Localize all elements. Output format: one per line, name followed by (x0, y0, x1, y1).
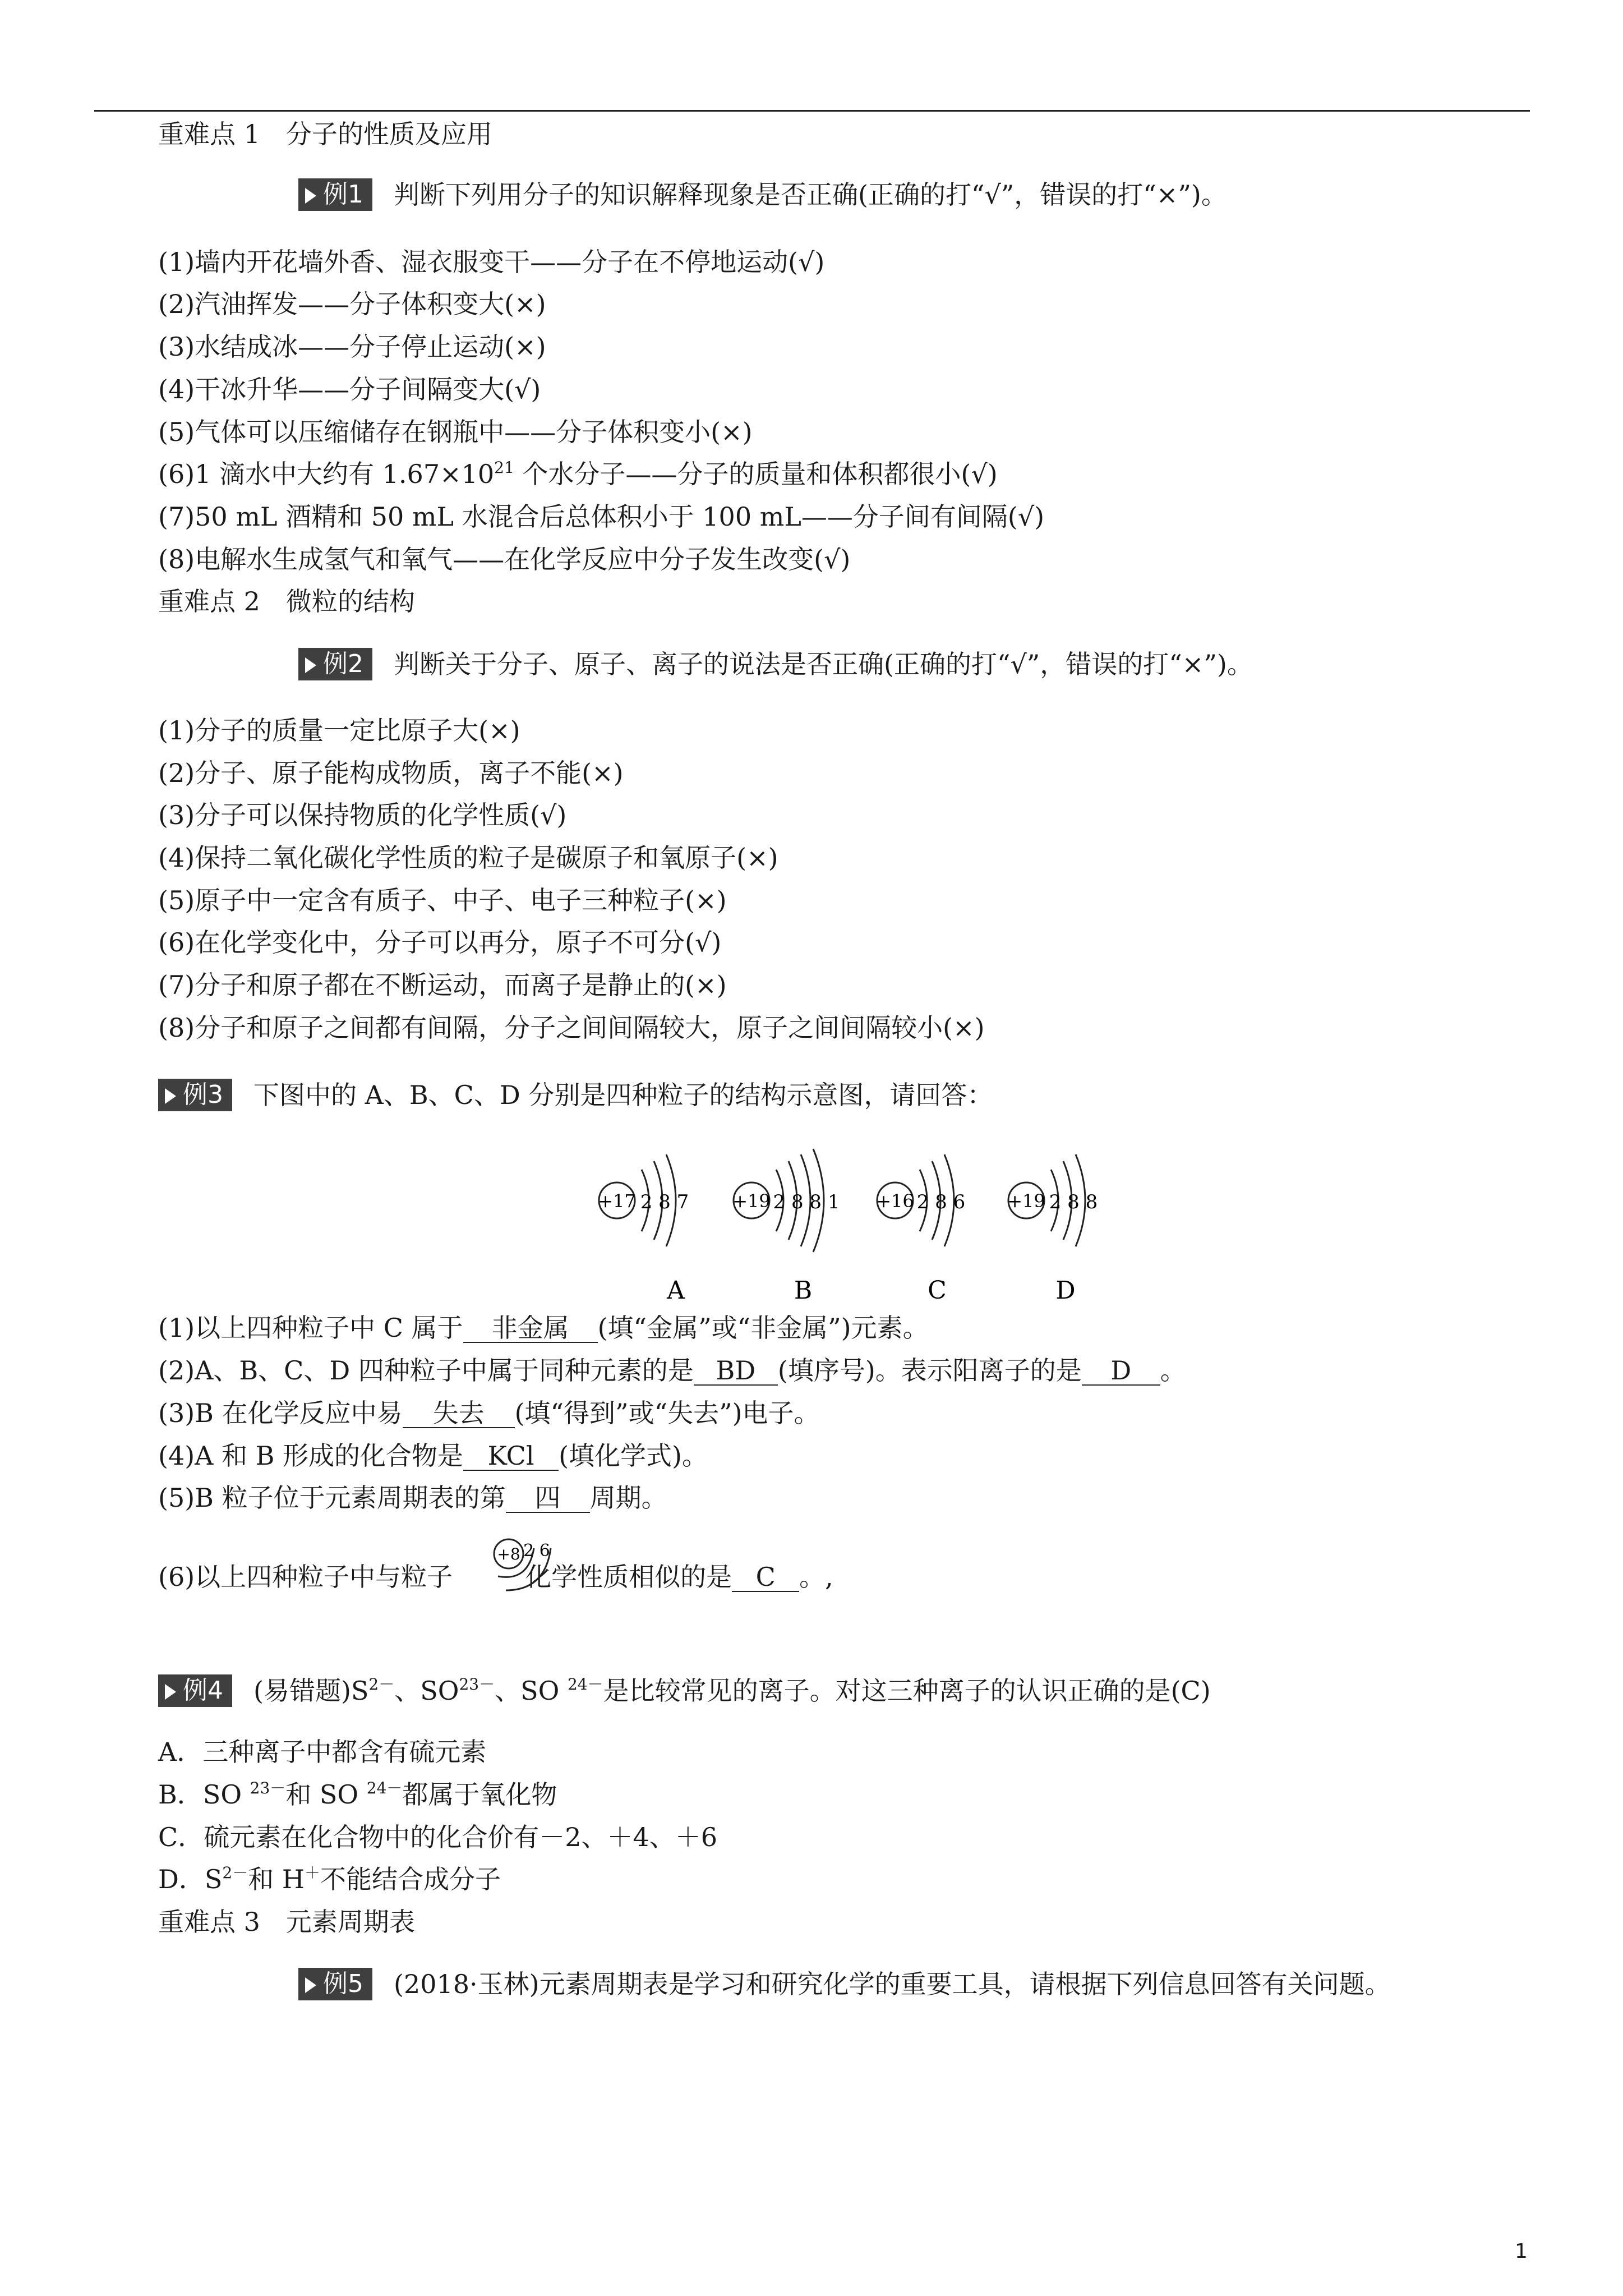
play-triangle-icon (305, 657, 316, 673)
list-item: (2)汽油挥发——分子体积变大(×) (158, 289, 546, 319)
play-triangle-icon (165, 1088, 176, 1104)
option-b: B．SO $^{23-}$和 SO $^{24-}$都属于氧化物 (158, 1779, 557, 1810)
shell-electrons: 2 8 8 1 (773, 1191, 840, 1213)
question-6: (6)以上四种粒子中与粒子 化学性质相似的是 C 。, (158, 1562, 833, 1592)
list-item: (8)分子和原子之间都有间隔，分子之间间隔较大，原子之间间隔较小(×) (158, 1013, 985, 1043)
diagram-a (598, 1154, 689, 1301)
list-item: (5)气体可以压缩储存在钢瓶中——分子体积变小(×) (158, 417, 753, 447)
answer-blank: C (732, 1563, 799, 1592)
answer-blank: BD (694, 1356, 778, 1386)
diagram-c (876, 1154, 965, 1301)
answer-blank: D (1082, 1356, 1160, 1386)
nucleus-label: +16 (876, 1190, 914, 1212)
diagram-label: A (667, 1276, 685, 1301)
list-item: (4)干冰升华——分子间隔变大(√) (158, 374, 541, 404)
atom-structure-diagrams (583, 1133, 1122, 1301)
answer-blank: 失去 (403, 1399, 515, 1428)
diagram-d (1007, 1154, 1098, 1301)
list-item: (1)墙内开花墙外香、湿衣服变干——分子在不停地运动(√) (158, 247, 825, 277)
question-4: (4)A 和 B 形成的化合物是 KCl (填化学式)。 (158, 1441, 708, 1471)
list-item: (3)水结成冰——分子停止运动(×) (158, 332, 546, 362)
option-a: A．三种离子中都含有硫元素 (158, 1737, 487, 1767)
nucleus-label: +8 (497, 1545, 520, 1563)
shell-electrons: 2 8 6 (916, 1191, 966, 1213)
list-item: (6)在化学变化中，分子可以再分，原子不可分(√) (158, 927, 722, 958)
example-2-stem: 例2 判断关于分子、原子、离子的说法是否正确(正确的打“√”，错误的打“×”)。 (298, 648, 1253, 683)
diagram-label: D (1055, 1276, 1076, 1301)
example-1-stem: 例1 判断下列用分子的知识解释现象是否正确(正确的打“√”，错误的打“×”)。 (298, 178, 1227, 213)
list-item: (3)分子可以保持物质的化学性质(√) (158, 800, 567, 830)
list-item: (8)电解水生成氢气和氧气——在化学反应中分子发生改变(√) (158, 544, 851, 574)
play-triangle-icon (305, 1977, 316, 1993)
answer-blank: 四 (506, 1484, 590, 1513)
section-heading: 重难点 1 分子的性质及应用 (158, 119, 492, 149)
list-item: (5)原子中一定含有质子、中子、电子三种粒子(×) (158, 885, 727, 915)
shell-electrons: 2 8 8 (1049, 1191, 1098, 1213)
example-5-stem: 例5 (2018·玉林)元素周期表是学习和研究化学的重要工具，请根据下列信息回答有关问题。 (298, 1968, 1391, 2003)
diagram-label: B (794, 1276, 813, 1301)
answer-blank: KCl (463, 1442, 559, 1471)
list-item: (2)分子、原子能构成物质，离子不能(×) (158, 758, 624, 788)
option-d: D．$S^{2-}$和 H＋不能结合成分子 (158, 1864, 501, 1894)
question-1: (1)以上四种粒子中 C 属于 非金属 (填“金属”或“非金属”)元素。 (158, 1313, 929, 1343)
example-3-stem: 例3 下图中的 A、B、C、D 分别是四种粒子的结构示意图，请回答： (158, 1079, 993, 1114)
nucleus-label: +19 (1007, 1190, 1045, 1212)
play-triangle-icon (165, 1684, 176, 1700)
example-badge: 例1 (298, 178, 372, 211)
example-badge: 例4 (158, 1674, 232, 1707)
nucleus-label: +17 (598, 1190, 636, 1212)
question-2: (2)A、B、C、D 四种粒子中属于同种元素的是 BD (填序号)。表示阳离子的是 D 。 (158, 1355, 1186, 1386)
shell-electrons: 2 6 (523, 1541, 550, 1561)
shell-electrons: 2 8 7 (640, 1191, 689, 1213)
list-item: (6)1 滴水中大约有 $1.67\times 10^{21}$ 个水分子——分子的质量和体积都很小(√) (158, 458, 998, 489)
option-c: C．硫元素在化合物中的化合价有－2、＋4、＋6 (158, 1822, 717, 1852)
example-badge: 例3 (158, 1079, 232, 1111)
list-item: (7)分子和原子都在不断运动，而离子是静止的(×) (158, 970, 727, 1000)
example-badge: 例5 (298, 1968, 372, 2000)
question-3: (3)B 在化学反应中易 失去 (填“得到”或“失去”)电子。 (158, 1398, 820, 1428)
diagram-label: C (928, 1276, 947, 1301)
list-item: (1)分子的质量一定比原子大(×) (158, 715, 520, 746)
example-4-stem: 例4 (易错题)$S^{2-}$、$SO^{23-}$、SO $^{24-}$是比较常见的离子。对这三种离子的认识正确的是(C) (158, 1674, 1211, 1709)
nucleus-label: +19 (732, 1190, 771, 1212)
answer-blank: 非金属 (463, 1314, 598, 1343)
section-heading: 重难点 2 微粒的结构 (158, 586, 415, 616)
diagram-b (732, 1149, 840, 1301)
question-5: (5)B 粒子位于元素周期表的第 四 周期。 (158, 1483, 667, 1513)
list-item: (4)保持二氧化碳化学性质的粒子是碳原子和氧原子(×) (158, 843, 778, 873)
page-number: 1 (1515, 2240, 1528, 2263)
top-rule (94, 110, 1530, 112)
example-badge: 例2 (298, 648, 372, 680)
list-item: (7)50 mL 酒精和 50 mL 水混合后总体积小于 100 mL——分子间有间隔(√) (158, 501, 1045, 532)
play-triangle-icon (305, 188, 316, 204)
section-heading: 重难点 3 元素周期表 (158, 1907, 415, 1937)
